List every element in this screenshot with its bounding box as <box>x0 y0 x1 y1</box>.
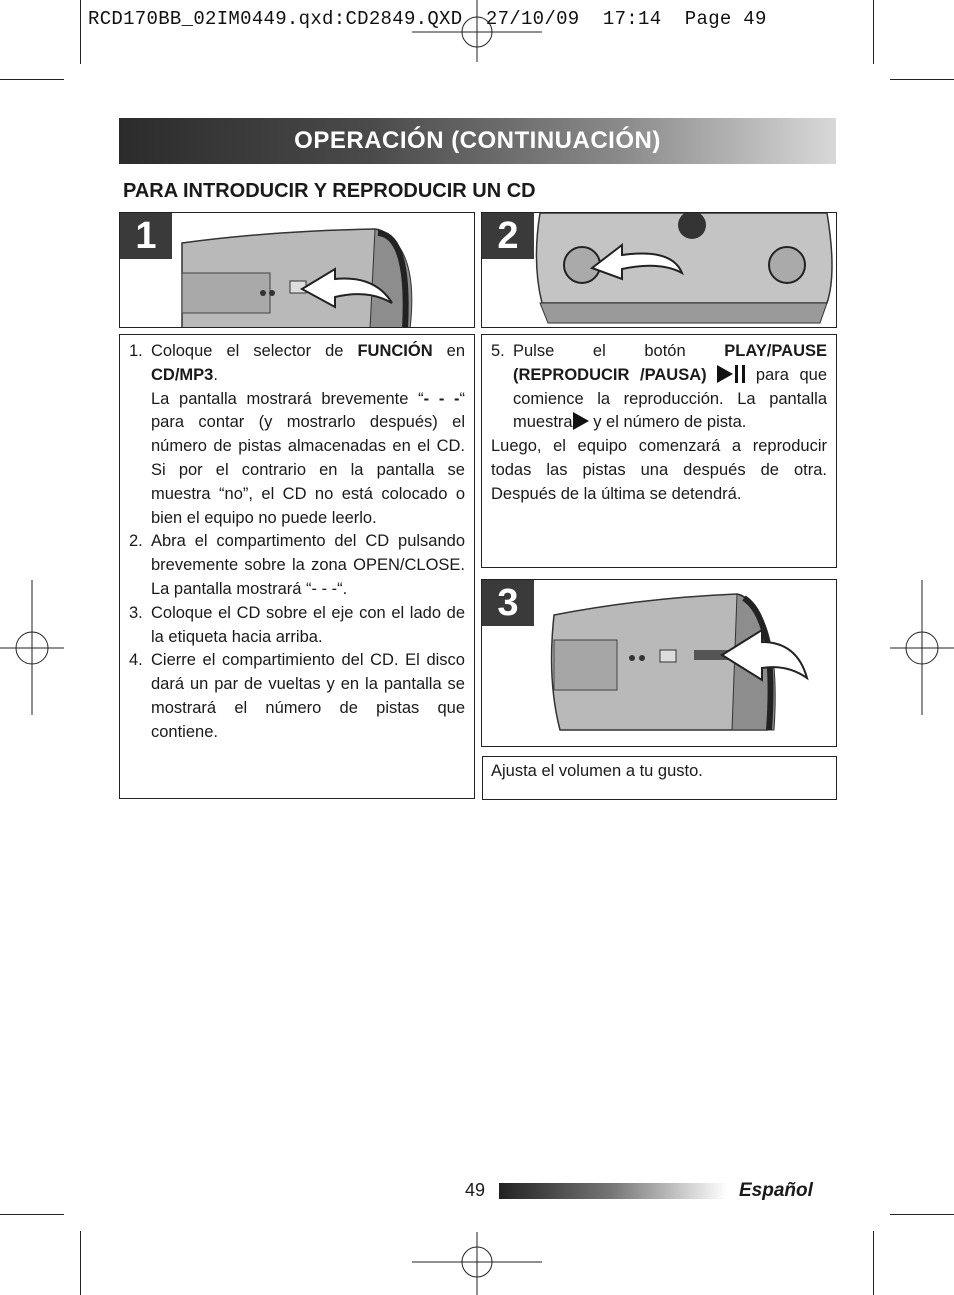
list-item: 5. Pulse el botón PLAY/PAUSE (REPRODUCIR /PAUSA) para que comience la reproducción. La pantalla muestra y el número de pista. <box>491 342 827 432</box>
registration-mark-bottom <box>412 1232 542 1295</box>
pause-icon <box>735 365 745 383</box>
page-number: 49 <box>465 1180 486 1200</box>
step-2-number: 2 <box>482 213 534 259</box>
list-item: 2. Abra el compartimento del CD pulsando brevemente sobre la zona OPEN/CLOSE. La pantalla mostrará “- - -“. <box>129 532 465 598</box>
step-5-text <box>481 334 837 568</box>
list-item: 3. Coloque el CD sobre el eje con el lado de la etiqueta hacia arriba. <box>129 603 465 646</box>
play-icon <box>717 365 733 383</box>
list-item: 1. Coloque el selector de FUNCIÓN en CD/MP3. La pantalla mostrará brevemente “- - -“ para contar (y mostrarlo después) el número de pistas almacenadas en el CD. Si por el contrario en la pantalla se muestra “no”, el CD no está colocado o bien el equipo no puede leerlo. <box>129 342 466 527</box>
step-3-number: 3 <box>482 580 534 626</box>
step-1-illustration <box>119 212 475 328</box>
step-2-illustration <box>481 212 837 328</box>
page-title: OPERACIÓN (CONTINUACIÓN) <box>294 127 661 154</box>
registration-mark-right <box>890 580 954 715</box>
registration-mark-left <box>0 580 64 715</box>
section-heading: PARA INTRODUCIR Y REPRODUCIR UN CD <box>123 180 536 202</box>
language-label: Español <box>739 1180 813 1201</box>
paragraph: Luego, el equipo comenzará a reproducir todas las pistas una después de otra. Después de la última se detendrá. <box>491 437 827 503</box>
footer-gradient-bar <box>499 1183 727 1199</box>
print-slug: RCD170BB_02IM0449.qxd:CD2849.QXD 27/10/09 17:14 Page 49 <box>88 8 767 30</box>
list-item: 4. Cierre el compartimiento del CD. El disco dará un par de vueltas y en la pantalla se mostrará el número de pistas que contiene. <box>129 651 465 741</box>
title-banner <box>119 118 836 164</box>
steps-1-4-text <box>119 334 475 799</box>
step-1-number: 1 <box>120 213 172 259</box>
step-3-illustration <box>481 579 837 747</box>
volume-note: Ajusta el volumen a tu gusto. <box>482 756 837 800</box>
play-icon <box>573 412 589 430</box>
registration-mark-top <box>412 0 542 62</box>
